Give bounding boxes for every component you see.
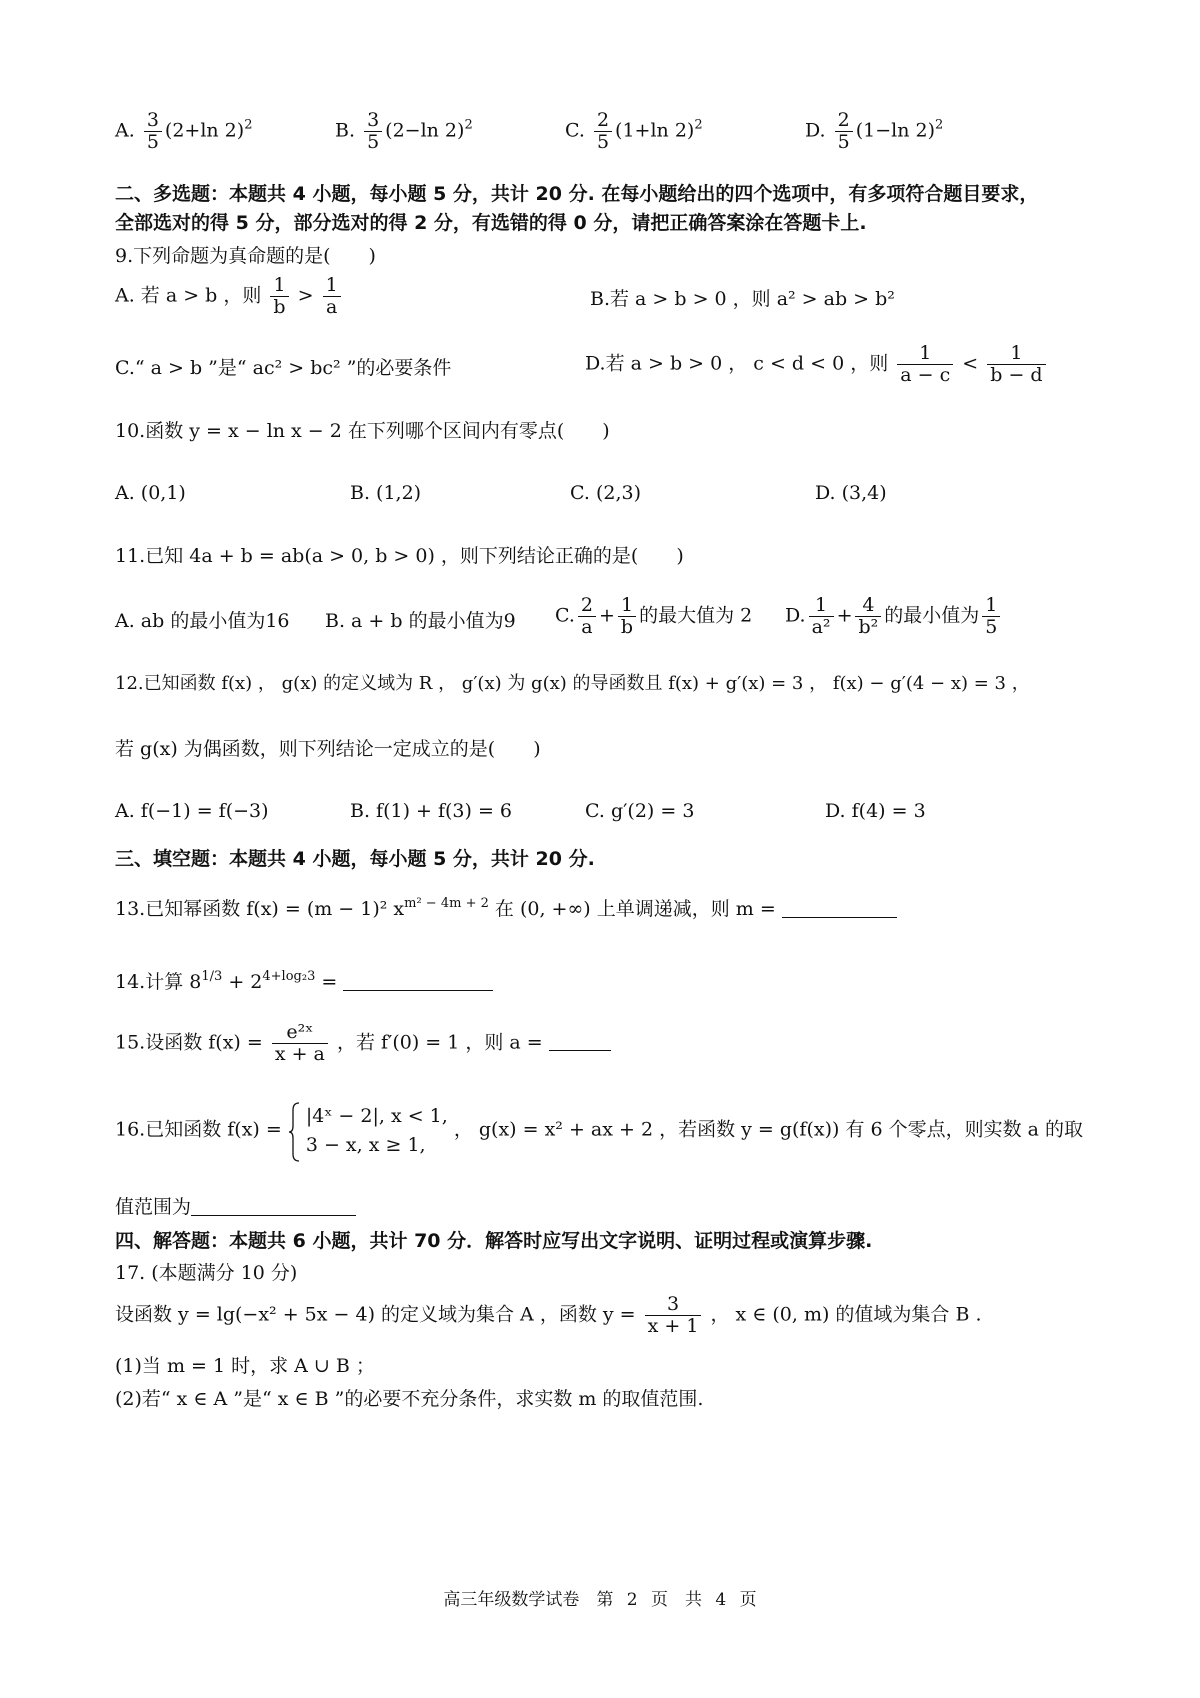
q11-option-a: A. ab 的最小值为16 (115, 610, 290, 632)
q16: 16.已知函数 f(x) = |4ˣ − 2|, x < 1, 3 − x, x ≥ 1, ， g(x) = x² + ax + 2 ，若函数 y = g(f(x)) 有 6 个零点，则实数 a 的取 (115, 1102, 1083, 1159)
q14: 14.计算 $8^{1/3} + 2^{4+log_23}$ = (115, 970, 493, 995)
q10-option-a: A. (0,1) (115, 482, 186, 504)
q8-option-b: B. $\frac{3}{5}$ (2−ln 2)$^2$ (335, 109, 473, 153)
q12-option-c: C. g′(2) = 3 (585, 800, 695, 822)
q8-option-c: C. $\frac{2}{5}$ (1+ln 2)$^2$ (565, 109, 703, 153)
q16-line2: 值范围为 (115, 1195, 356, 1220)
q9-option-d: D.若 a > b > 0 ， c < d < 0 ，则 $\frac{1}{a - c}$ < $\frac{1}{b - d}$ (585, 343, 1049, 386)
q9-option-b: B.若 a > b > 0 ，则 a² > ab > b² (590, 288, 895, 310)
q17-stem: 设函数 y = lg(−x² + 5x − 4) 的定义域为集合 A ，函数 y = $\frac{3}{x + 1}$ ， x ∈ (0, m) 的值域为集合 B . (115, 1293, 982, 1337)
q10-option-b: B. (1,2) (350, 482, 422, 504)
left-brace-icon (288, 1102, 300, 1162)
q15: 15.设函数 f(x) = $\frac{\text{e²ˣ}}{x + a}$ ，若 f′(0) = 1 ，则 a = (115, 1022, 611, 1065)
q15-answer-blank[interactable] (549, 1030, 611, 1051)
section4-title: 四、解答题：本题共 6 小题，共计 70 分．解答时应写出文字说明、证明过程或演算步骤. (115, 1230, 873, 1252)
q17-part1: (1)当 m = 1 时，求 A ∪ B ； (115, 1355, 375, 1377)
q13-answer-blank[interactable] (782, 897, 897, 918)
section2-line2: 全部选对的得 5 分，部分选对的得 2 分，有选错的得 0 分，请把正确答案涂在答题卡上. (115, 212, 867, 234)
q9-stem: 9.下列命题为真命题的是( ) (115, 245, 376, 267)
q12-stem-line1: 12.已知函数 f(x) ， g(x) 的定义域为 R ， g′(x) 为 g(x) 的导函数且 f(x) + g′(x) = 3 ， f(x) − g′(4 − x) = 3 ， (115, 673, 1030, 694)
q16-case2: 3 − x, x ≥ 1, (305, 1133, 426, 1156)
q16-piecewise (288, 1102, 448, 1159)
q9-option-a: A. 若 a > b ，则 $\frac{1}{b}$ > $\frac{1}{a}$ (115, 275, 344, 318)
q11-option-b: B. a + b 的最小值为9 (325, 610, 516, 632)
q10-stem: 10.函数 y = x − ln x − 2 在下列哪个区间内有零点( ) (115, 420, 610, 442)
q11-stem: 11.已知 4a + b = ab(a > 0, b > 0) ，则下列结论正确的是( ) (115, 545, 684, 567)
q12-stem-line2: 若 g(x) 为偶函数，则下列结论一定成立的是( ) (115, 738, 541, 760)
section2-line1: 二、多选题：本题共 4 小题，每小题 5 分，共计 20 分. 在每小题给出的四个选项中，有多项符合题目要求， (115, 183, 1039, 205)
q13: 13.已知幂函数 f(x) = (m − 1)² $x^{m^2 - 4m + 2}$ 在 (0, +∞) 上单调递减，则 m = (115, 897, 897, 922)
section3-title: 三、填空题：本题共 4 小题，每小题 5 分，共计 20 分. (115, 848, 595, 870)
q17-part2: (2)若“ x ∈ A ”是“ x ∈ B ”的必要不充分条件，求实数 m 的取值范围. (115, 1388, 704, 1410)
q16-case1: |4ˣ − 2|, x < 1, (305, 1105, 448, 1127)
q12-option-a: A. f(−1) = f(−3) (115, 800, 269, 822)
q12-option-b: B. f(1) + f(3) = 6 (350, 800, 513, 822)
q8-option-d: D. $\frac{2}{5}$ (1−ln 2)$^2$ (805, 109, 944, 153)
q10-option-c: C. (2,3) (570, 482, 641, 504)
q10-option-d: D. (3,4) (815, 482, 887, 504)
q8-option-a: A. $\frac{3}{5}$ (2+ln 2)$^2$ (115, 109, 253, 153)
q12-option-d: D. f(4) = 3 (825, 800, 926, 822)
q17-header: 17. (本题满分 10 分) (115, 1262, 298, 1284)
q14-answer-blank[interactable] (343, 970, 493, 991)
q9-option-c: C.“ a > b ”是“ ac² > bc² ”的必要条件 (115, 357, 452, 379)
q11-option-c: C. $\frac{2}{a}$ + $\frac{1}{b}$ 的最大值为 2 (555, 594, 753, 638)
q16-answer-blank[interactable] (191, 1195, 356, 1216)
q11-option-d: D. $\frac{1}{\text{a²}}$ + $\frac{4}{\text{b²}}$ 的最小值为 $\frac{1}{5}$ (785, 595, 1003, 638)
page-footer: 高三年级数学试卷 第 2 页 共 4 页 (443, 1590, 757, 1610)
